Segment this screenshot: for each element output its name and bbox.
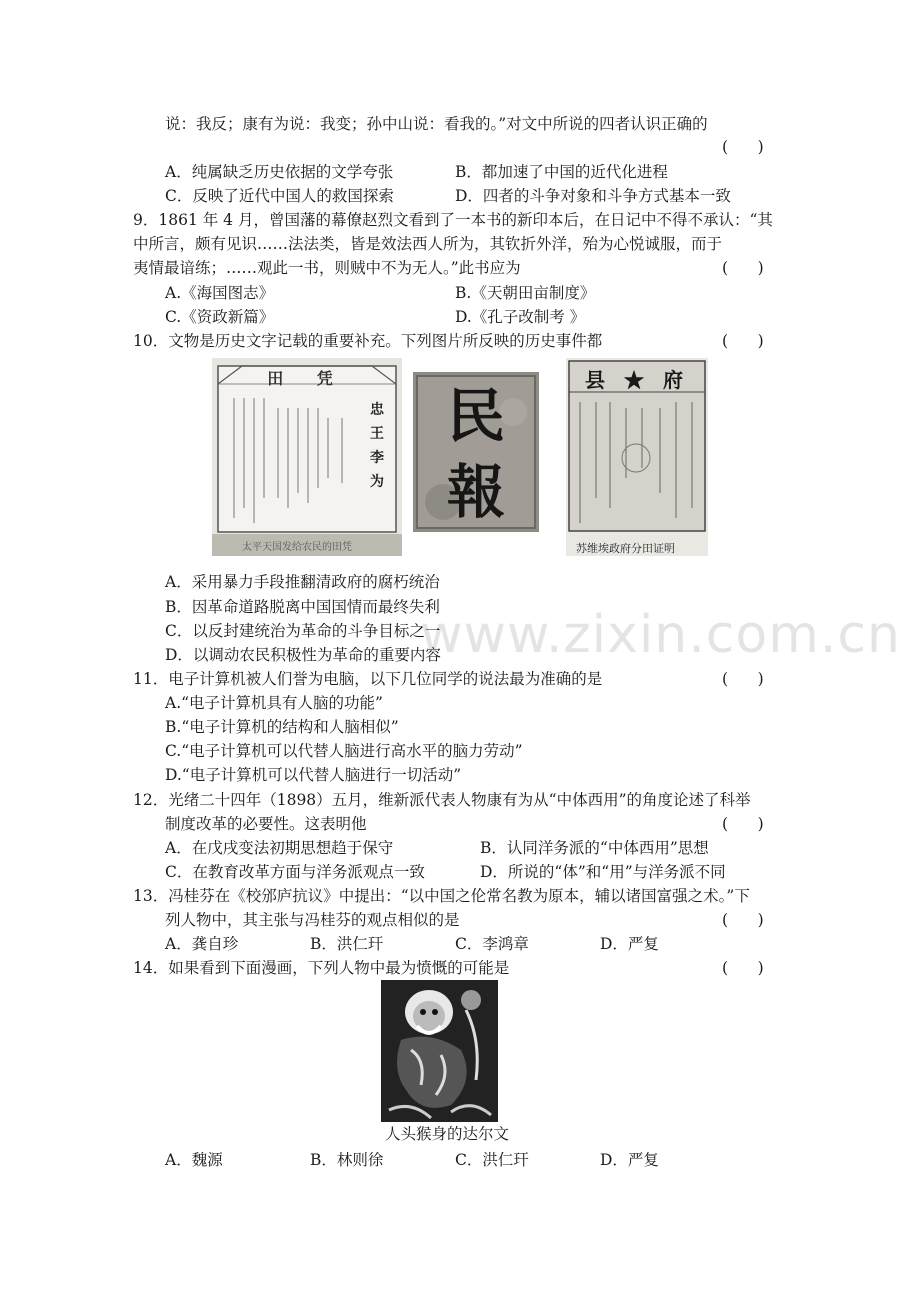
certificate-seal-text: 忠 王 李 为	[370, 402, 384, 490]
q14-option-c: C．洪仁玕	[455, 1151, 529, 1169]
q11-option-d: D.“电子计算机可以代替人脑进行一切活动”	[165, 766, 462, 784]
q10-option-d: D．以调动农民积极性为革命的重要内容	[165, 646, 441, 664]
q12-option-c: C．在教育改革方面与洋务派观点一致	[165, 863, 425, 881]
q8-option-b: B．都加速了中国的近代化进程	[455, 163, 668, 181]
darwin-cartoon-image	[381, 980, 498, 1122]
soviet-land-certificate-image	[566, 358, 708, 556]
q12-option-a: A．在戊戌变法初期思想趋于保守	[165, 839, 394, 857]
taiping-land-certificate-image	[212, 358, 402, 556]
certificate-caption: 太平天国发给农民的田凭	[242, 542, 352, 553]
q9-option-c: C.《资政新篇》	[165, 308, 275, 326]
q10-stem: 10．文物是历史文字记载的重要补充。下列图片所反映的历史事件都	[133, 332, 603, 350]
q14-option-a: A．魏源	[165, 1151, 223, 1169]
q13-option-d: D．严复	[600, 935, 659, 953]
q11-option-b: B.“电子计算机的结构和人脑相似”	[165, 718, 399, 736]
q9-stem-line2: 中所言，颇有见识……法法类，皆是效法西人所为，其钦折外洋，殆为心悦诚服，而于	[133, 235, 723, 253]
q10-answer-paren: ( )	[722, 332, 764, 350]
q12-stem-line1: 12．光绪二十四年（1898）五月，维新派代表人物康有为从“中体西用”的角度论述了科举	[133, 791, 751, 809]
q13-stem-line2: 列人物中，其主张与冯桂芬的观点相似的是	[165, 911, 460, 929]
q13-answer-paren: ( )	[722, 911, 764, 929]
q8-option-d: D．四者的斗争对象和斗争方式基本一致	[455, 187, 731, 205]
q9-stem-line3: 夷情最谙练；……观此一书，则贼中不为无人。”此书应为	[133, 259, 521, 277]
q8-option-a: A．纯属缺乏历史依据的文学夸张	[165, 163, 394, 181]
minbao-title: 民 報	[446, 382, 505, 526]
q14-stem: 14．如果看到下面漫画，下列人物中最为愤慨的可能是	[133, 959, 510, 977]
certificate-header: 田 凭	[267, 369, 347, 388]
q8-stem: 说：我反；康有为说：我变；孙中山说：看我的。”对文中所说的四者认识正确的	[165, 115, 708, 133]
q12-answer-paren: ( )	[722, 815, 764, 833]
q12-option-b: B．认同洋务派的“中体西用”思想	[480, 839, 709, 857]
q8-answer-paren: ( )	[722, 138, 764, 156]
q10-option-a: A．采用暴力手段推翻清政府的腐朽统治	[165, 573, 440, 591]
q12-option-d: D．所说的“体”和“用”与洋务派不同	[480, 863, 726, 881]
q13-option-b: B．洪仁玕	[310, 935, 384, 953]
minbao-newspaper-image	[413, 372, 539, 532]
q9-stem-line1: 9．1861 年 4 月，曾国藩的幕僚赵烈文看到了一本书的新印本后，在日记中不得不承认：“其	[133, 211, 773, 229]
q9-option-a: A.《海国图志》	[165, 284, 275, 302]
darwin-cartoon-caption: 人头猴身的达尔文	[385, 1125, 510, 1143]
soviet-certificate-header: 县 ★ 府	[585, 368, 689, 392]
q9-option-b: B.《天朝田亩制度》	[455, 284, 596, 302]
q13-stem-line1: 13．冯桂芬在《校邠庐抗议》中提出：“以中国之伦常名教为原本，辅以诸国富强之术。”下	[133, 887, 750, 905]
q11-option-c: C.“电子计算机可以代替人脑进行高水平的脑力劳动”	[165, 742, 523, 760]
q11-answer-paren: ( )	[722, 670, 764, 688]
q11-option-a: A.“电子计算机具有人脑的功能”	[165, 694, 383, 712]
q10-option-b: B．因革命道路脱离中国国情而最终失利	[165, 598, 440, 616]
q13-option-a: A．龚自珍	[165, 935, 239, 953]
q8-option-c: C．反映了近代中国人的救国探索	[165, 187, 394, 205]
q14-option-d: D．严复	[600, 1151, 659, 1169]
q13-option-c: C．李鸿章	[455, 935, 529, 953]
soviet-certificate-caption: 苏维埃政府分田证明	[576, 542, 675, 555]
q12-stem-line2: 制度改革的必要性。这表明他	[165, 815, 367, 833]
watermark: www.zixin.com.cn	[420, 605, 901, 665]
q11-stem: 11．电子计算机被人们誉为电脑，以下几位同学的说法最为准确的是	[133, 670, 603, 688]
q14-answer-paren: ( )	[722, 959, 764, 977]
q9-answer-paren: ( )	[722, 259, 764, 277]
q9-option-d: D.《孔子改制考 》	[455, 308, 586, 326]
q14-option-b: B．林则徐	[310, 1151, 384, 1169]
q10-option-c: C．以反封建统治为革命的斗争目标之一	[165, 622, 441, 640]
